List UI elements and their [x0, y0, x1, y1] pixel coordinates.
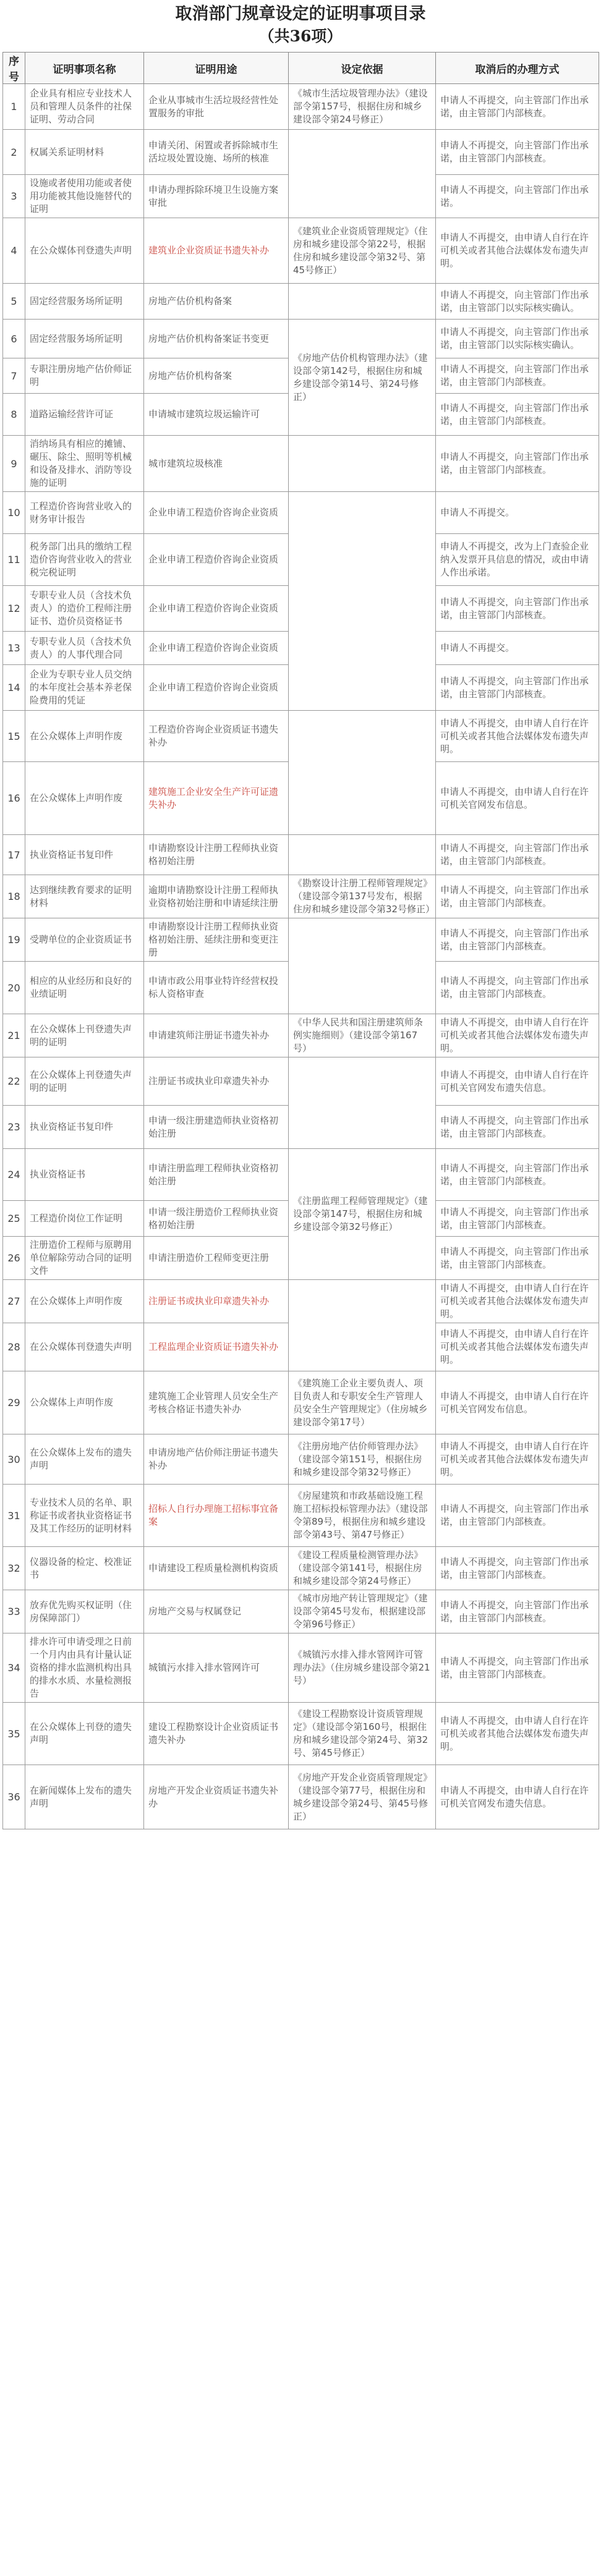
certificate-name: 在公众媒体上发布的遗失声明	[25, 1434, 144, 1485]
certificate-use: 招标人自行办理施工招标事宜备案	[144, 1485, 289, 1547]
header-method: 取消后的办理方式	[436, 53, 599, 84]
certificate-name: 在新闻媒体上发布的遗失声明	[25, 1765, 144, 1829]
certificate-use: 申请建设工程质量检测机构资质	[144, 1547, 289, 1590]
handling-method: 申请人不再提交，由申请人自行在许可机关官网发布信息。	[436, 762, 599, 835]
certificate-name: 在公众媒体上声明作废	[25, 711, 144, 762]
table-row	[3, 284, 599, 320]
table-row	[3, 1434, 599, 1485]
row-number: 20	[3, 962, 25, 1014]
certificate-name: 固定经营服务场所证明	[25, 284, 144, 320]
row-number: 7	[3, 358, 25, 394]
handling-method: 申请人不再提交，由申请人自行在许可机关或者其他合法媒体发布遗失声明。	[436, 1434, 599, 1485]
certificate-name: 专职专业人员（含技术负责人）的人事代理合同	[25, 632, 144, 665]
certificate-use: 建设工程勘察设计企业资质证书遗失补办	[144, 1703, 289, 1765]
legal-basis: 《城市房地产转让管理规定》（建设部令第45号发布，根据建设部令第96号修正）	[289, 1590, 436, 1633]
row-number: 15	[3, 711, 25, 762]
handling-method: 申请人不再提交，向主管部门作出承诺，由主管部门内部核查。	[436, 436, 599, 492]
legal-basis	[289, 1280, 436, 1371]
legal-basis	[289, 130, 436, 218]
certificate-name: 专职专业人员（含技术负责人）的造价工程师注册证书、造价员资格证书	[25, 586, 144, 632]
certificate-use: 企业从事城市生活垃圾经营性处置服务的审批	[144, 84, 289, 130]
legal-basis	[289, 284, 436, 320]
row-number: 3	[3, 175, 25, 218]
certificate-name: 相应的从业经历和良好的业绩证明	[25, 962, 144, 1014]
handling-method: 申请人不再提交，向主管部门作出承诺，由主管部门内部核查。	[436, 918, 599, 962]
header-basis: 设定依据	[289, 53, 436, 84]
legal-basis: 《房地产开发企业资质管理规定》（建设部令第77号，根据住房和城乡建设部令第24号、第45号修正）	[289, 1765, 436, 1829]
handling-method: 申请人不再提交，向主管部门作出承诺，由主管部门内部核查。	[436, 1237, 599, 1280]
legal-basis	[289, 918, 436, 1014]
certificate-name: 公众媒体上声明作废	[25, 1371, 144, 1434]
header-no: 序号	[3, 53, 25, 84]
handling-method: 申请人不再提交，由申请人自行在许可机关或者其他合法媒体发布遗失声明。	[436, 1280, 599, 1323]
handling-method: 申请人不再提交。	[436, 632, 599, 665]
row-number: 8	[3, 394, 25, 436]
certificate-name: 工程造价咨询营业收入的财务审计报告	[25, 492, 144, 534]
handling-method: 申请人不再提交，由申请人自行在许可机关或者其他合法媒体发布遗失声明。	[436, 711, 599, 762]
certificate-use: 申请关闭、闲置或者拆除城市生活垃圾处置设施、场所的核准	[144, 130, 289, 175]
table-row	[3, 84, 599, 130]
certificate-use: 申请市政公用事业特许经营权投标人资格审查	[144, 962, 289, 1014]
certificate-name: 执业资格证书	[25, 1149, 144, 1201]
row-number: 10	[3, 492, 25, 534]
handling-method: 申请人不再提交，由申请人自行在许可机关或者其他合法媒体发布遗失声明。	[436, 1703, 599, 1765]
certificate-use: 申请勘察设计注册工程师执业资格初始注册、延续注册和变更注册	[144, 918, 289, 962]
legal-basis	[289, 711, 436, 835]
table-row	[3, 835, 599, 875]
legal-basis: 《勘察设计注册工程师管理规定》（建设部令第137号发布，根据住房和城乡建设部令第32号修正）	[289, 875, 436, 918]
certificate-use: 企业申请工程造价咨询企业资质	[144, 492, 289, 534]
handling-method: 申请人不再提交，由申请人自行在许可机关或者其他合法媒体发布遗失声明。	[436, 218, 599, 284]
handling-method: 申请人不再提交，向主管部门作出承诺，由主管部门以实际核实确认。	[436, 284, 599, 320]
table-row	[3, 1485, 599, 1547]
table-row	[3, 436, 599, 492]
legal-basis: 《城市生活垃圾管理办法》（建设部令第157号，根据住房和城乡建设部令第24号修正）	[289, 84, 436, 130]
row-number: 25	[3, 1201, 25, 1237]
certificate-use: 建筑施工企业管理人员安全生产考核合格证书遗失补办	[144, 1371, 289, 1434]
certificate-use: 申请勘察设计注册工程师执业资格初始注册	[144, 835, 289, 875]
table-row	[3, 1633, 599, 1703]
header-name: 证明事项名称	[25, 53, 144, 84]
table-row	[3, 918, 599, 962]
handling-method: 申请人不再提交，向主管部门作出承诺，由主管部门内部核查。	[436, 665, 599, 711]
legal-basis	[289, 835, 436, 875]
legal-basis	[289, 492, 436, 711]
certificate-name: 注册造价工程师与原聘用单位解除劳动合同的证明文件	[25, 1237, 144, 1280]
certificate-name: 专职注册房地产估价师证明	[25, 358, 144, 394]
row-number: 1	[3, 84, 25, 130]
certificate-name: 设施或者使用功能或者使用功能被其他设施替代的证明	[25, 175, 144, 218]
table-row	[3, 1014, 599, 1057]
certificate-use: 申请一级注册造价工程师执业资格初始注册	[144, 1201, 289, 1237]
row-number: 34	[3, 1633, 25, 1703]
document-title-block	[0, 0, 601, 49]
handling-method: 申请人不再提交，向主管部门作出承诺，由主管部门内部核查。	[436, 358, 599, 394]
row-number: 12	[3, 586, 25, 632]
header-use: 证明用途	[144, 53, 289, 84]
certificate-use: 申请办理拆除环境卫生设施方案审批	[144, 175, 289, 218]
row-number: 19	[3, 918, 25, 962]
certificate-use: 企业申请工程造价咨询企业资质	[144, 632, 289, 665]
certificate-use: 申请建筑师注册证书遗失补办	[144, 1014, 289, 1057]
certificate-name: 在公众媒体上刊登遗失声明的证明	[25, 1014, 144, 1057]
row-number: 31	[3, 1485, 25, 1547]
row-number: 22	[3, 1057, 25, 1106]
handling-method: 申请人不再提交，向主管部门作出承诺，由主管部门内部核查。	[436, 130, 599, 175]
certificate-name: 在公众媒体上声明作废	[25, 762, 144, 835]
certificate-name: 执业资格证书复印件	[25, 1106, 144, 1149]
table-row	[3, 1371, 599, 1434]
table-row	[3, 1280, 599, 1323]
legal-basis	[289, 1057, 436, 1149]
certificate-name: 权属关系证明材料	[25, 130, 144, 175]
certificate-use: 房地产估价机构备案证书变更	[144, 320, 289, 358]
handling-method: 申请人不再提交，由申请人自行在许可机关或者其他合法媒体发布遗失声明。	[436, 1323, 599, 1371]
legal-basis	[289, 436, 436, 492]
certificate-name: 在公众媒体刊登遗失声明	[25, 1323, 144, 1371]
handling-method: 申请人不再提交，向主管部门作出承诺，由主管部门内部核查。	[436, 1590, 599, 1633]
handling-method: 申请人不再提交，向主管部门作出承诺，由主管部门内部核查。	[436, 962, 599, 1014]
certificate-use: 房地产估价机构备案	[144, 358, 289, 394]
legal-basis: 《注册监理工程师管理规定》（建设部令第147号，根据住房和城乡建设部令第32号修正）	[289, 1149, 436, 1280]
row-number: 26	[3, 1237, 25, 1280]
handling-method: 申请人不再提交，向主管部门作出承诺，由主管部门内部核查。	[436, 1106, 599, 1149]
certificate-name: 专业技术人员的名单、职称证书或者执业资格证书及其工作经历的证明材料	[25, 1485, 144, 1547]
row-number: 36	[3, 1765, 25, 1829]
row-number: 35	[3, 1703, 25, 1765]
document-subtitle: （共36项）	[258, 27, 343, 45]
handling-method: 申请人不再提交，向主管部门作出承诺，由主管部门内部核查。	[436, 394, 599, 436]
legal-basis: 《中华人民共和国注册建筑师条例实施细则》（建设部令第167号）	[289, 1014, 436, 1057]
certificate-name: 固定经营服务场所证明	[25, 320, 144, 358]
row-number: 14	[3, 665, 25, 711]
row-number: 16	[3, 762, 25, 835]
table-row	[3, 1057, 599, 1106]
certificate-use: 注册证书或执业印章遗失补办	[144, 1280, 289, 1323]
legal-basis: 《房地产估价机构管理办法》（建设部令第142号，根据住房和城乡建设部令第14号、第24号修正）	[289, 320, 436, 436]
row-number: 30	[3, 1434, 25, 1485]
handling-method: 申请人不再提交，向主管部门作出承诺，由主管部门内部核查。	[436, 1485, 599, 1547]
certificate-name: 工程造价岗位工作证明	[25, 1201, 144, 1237]
certificate-name: 税务部门出具的缴纳工程造价咨询营业收入的营业税完税证明	[25, 534, 144, 586]
legal-basis: 《建设工程质量检测管理办法》（建设部令第141号，根据住房和城乡建设部令第24号修正）	[289, 1547, 436, 1590]
certificate-name: 排水许可申请受理之日前一个月内由具有计量认证资格的排水监测机构出具的排水水质、水量检测报告	[25, 1633, 144, 1703]
legal-basis: 《建筑业企业资质管理规定》（住房和城乡建设部令第22号，根据住房和城乡建设部令第32号、第45号修正）	[289, 218, 436, 284]
legal-basis: 《建筑施工企业主要负责人、项目负责人和专职安全生产管理人员安全生产管理规定》（住房城乡建设部令第17号）	[289, 1371, 436, 1434]
handling-method: 申请人不再提交，向主管部门作出承诺，由主管部门内部核查。	[436, 84, 599, 130]
table-row	[3, 1547, 599, 1590]
handling-method: 申请人不再提交，向主管部门作出承诺，由主管部门内部核查。	[436, 875, 599, 918]
certificate-use: 申请注册造价工程师变更注册	[144, 1237, 289, 1280]
table-row	[3, 1590, 599, 1633]
handling-method: 申请人不再提交，由申请人自行在许可机关或者其他合法媒体发布遗失声明。	[436, 1014, 599, 1057]
handling-method: 申请人不再提交。	[436, 492, 599, 534]
table-header-row	[3, 53, 599, 84]
table-row	[3, 711, 599, 762]
handling-method: 申请人不再提交，向主管部门作出承诺，由主管部门内部核查。	[436, 1547, 599, 1590]
certificate-name: 受聘单位的企业资质证书	[25, 918, 144, 962]
legal-basis: 《城镇污水排入排水管网许可管理办法》（住房城乡建设部令第21号）	[289, 1633, 436, 1703]
certificate-use: 注册证书或执业印章遗失补办	[144, 1057, 289, 1106]
handling-method: 申请人不再提交，由申请人自行在许可机关官网发布遗失信息。	[436, 1057, 599, 1106]
row-number: 21	[3, 1014, 25, 1057]
handling-method: 申请人不再提交，向主管部门作出承诺，由主管部门内部核查。	[436, 1633, 599, 1703]
table-row	[3, 1703, 599, 1765]
table-body	[3, 84, 599, 1829]
table-row	[3, 1149, 599, 1201]
row-number: 27	[3, 1280, 25, 1323]
table-row	[3, 320, 599, 358]
row-number: 29	[3, 1371, 25, 1434]
certificate-name: 在公众媒体上刊登遗失声明的证明	[25, 1057, 144, 1106]
certificate-name: 企业具有相应专业技术人员和管理人员条件的社保证明、劳动合同	[25, 84, 144, 130]
certificate-name: 达到继续教育要求的证明材料	[25, 875, 144, 918]
legal-basis: 《建设工程勘察设计资质管理规定》（建设部令第160号，根据住房和城乡建设部令第24号、第32号、第45号修正）	[289, 1703, 436, 1765]
handling-method: 申请人不再提交，由申请人自行在许可机关官网发布信息。	[436, 1371, 599, 1434]
certificate-use: 企业申请工程造价咨询企业资质	[144, 586, 289, 632]
certificate-use: 建筑施工企业安全生产许可证遗失补办	[144, 762, 289, 835]
row-number: 11	[3, 534, 25, 586]
certificate-use: 工程造价咨询企业资质证书遗失补办	[144, 711, 289, 762]
handling-method: 申请人不再提交，向主管部门作出承诺，由主管部门内部核查。	[436, 586, 599, 632]
certificate-name: 仪器设备的检定、校准证书	[25, 1547, 144, 1590]
table-row	[3, 875, 599, 918]
table-row	[3, 492, 599, 534]
certificate-use: 申请一级注册建造师执业资格初始注册	[144, 1106, 289, 1149]
certificate-name: 放弃优先购买权证明（住房保障部门）	[25, 1590, 144, 1633]
handling-method: 申请人不再提交，由申请人自行在许可机关官网发布遗失信息。	[436, 1765, 599, 1829]
certificate-use: 房地产开发企业资质证书遗失补办	[144, 1765, 289, 1829]
certificate-name: 道路运输经营许可证	[25, 394, 144, 436]
row-number: 32	[3, 1547, 25, 1590]
legal-basis: 《注册房地产估价师管理办法》（建设部令第151号，根据住房和城乡建设部令第32号修正）	[289, 1434, 436, 1485]
certificate-use: 房地产估价机构备案	[144, 284, 289, 320]
document-title: 取消部门规章设定的证明事项目录	[175, 4, 426, 23]
table-row	[3, 130, 599, 175]
handling-method: 申请人不再提交，向主管部门作出承诺，由主管部门以实际核实确认。	[436, 320, 599, 358]
certificate-use: 申请房地产估价师注册证书遗失补办	[144, 1434, 289, 1485]
certificate-name: 在公众媒体刊登遗失声明	[25, 218, 144, 284]
certificate-use: 工程监理企业资质证书遗失补办	[144, 1323, 289, 1371]
table-row	[3, 1765, 599, 1829]
certificate-use: 城镇污水排入排水管网许可	[144, 1633, 289, 1703]
certificate-name: 在公众媒体上声明作废	[25, 1280, 144, 1323]
row-number: 33	[3, 1590, 25, 1633]
certificate-table	[2, 52, 599, 1829]
certificate-use: 申请城市建筑垃圾运输许可	[144, 394, 289, 436]
legal-basis: 《房屋建筑和市政基础设施工程施工招标投标管理办法》（建设部令第89号，根据住房和城乡建设部令第43号、第47号修正）	[289, 1485, 436, 1547]
row-number: 9	[3, 436, 25, 492]
row-number: 4	[3, 218, 25, 284]
certificate-name: 消纳场具有相应的摊铺、碾压、除尘、照明等机械和设备及排水、消防等设施的证明	[25, 436, 144, 492]
handling-method: 申请人不再提交，向主管部门作出承诺。	[436, 175, 599, 218]
row-number: 6	[3, 320, 25, 358]
certificate-use: 企业申请工程造价咨询企业资质	[144, 534, 289, 586]
row-number: 17	[3, 835, 25, 875]
certificate-name: 企业为专职专业人员交纳的本年度社会基本养老保险费用的凭证	[25, 665, 144, 711]
table-row	[3, 218, 599, 284]
certificate-use: 企业申请工程造价咨询企业资质	[144, 665, 289, 711]
certificate-name: 执业资格证书复印件	[25, 835, 144, 875]
row-number: 13	[3, 632, 25, 665]
certificate-use: 建筑业企业资质证书遗失补办	[144, 218, 289, 284]
row-number: 23	[3, 1106, 25, 1149]
certificate-use: 城市建筑垃圾核准	[144, 436, 289, 492]
row-number: 28	[3, 1323, 25, 1371]
row-number: 18	[3, 875, 25, 918]
certificate-name: 在公众媒体上刊登的遗失声明	[25, 1703, 144, 1765]
handling-method: 申请人不再提交，改为上门查验企业纳入发票开具信息的情况，或由申请人作出承诺。	[436, 534, 599, 586]
row-number: 24	[3, 1149, 25, 1201]
certificate-use: 申请注册监理工程师执业资格初始注册	[144, 1149, 289, 1201]
certificate-use: 房地产交易与权属登记	[144, 1590, 289, 1633]
handling-method: 申请人不再提交，向主管部门作出承诺，由主管部门内部核查。	[436, 1149, 599, 1201]
handling-method: 申请人不再提交，向主管部门作出承诺，由主管部门内部核查。	[436, 1201, 599, 1237]
certificate-use: 逾期申请勘察设计注册工程师执业资格初始注册和申请延续注册	[144, 875, 289, 918]
row-number: 5	[3, 284, 25, 320]
row-number: 2	[3, 130, 25, 175]
handling-method: 申请人不再提交，向主管部门作出承诺，由主管部门内部核查。	[436, 835, 599, 875]
